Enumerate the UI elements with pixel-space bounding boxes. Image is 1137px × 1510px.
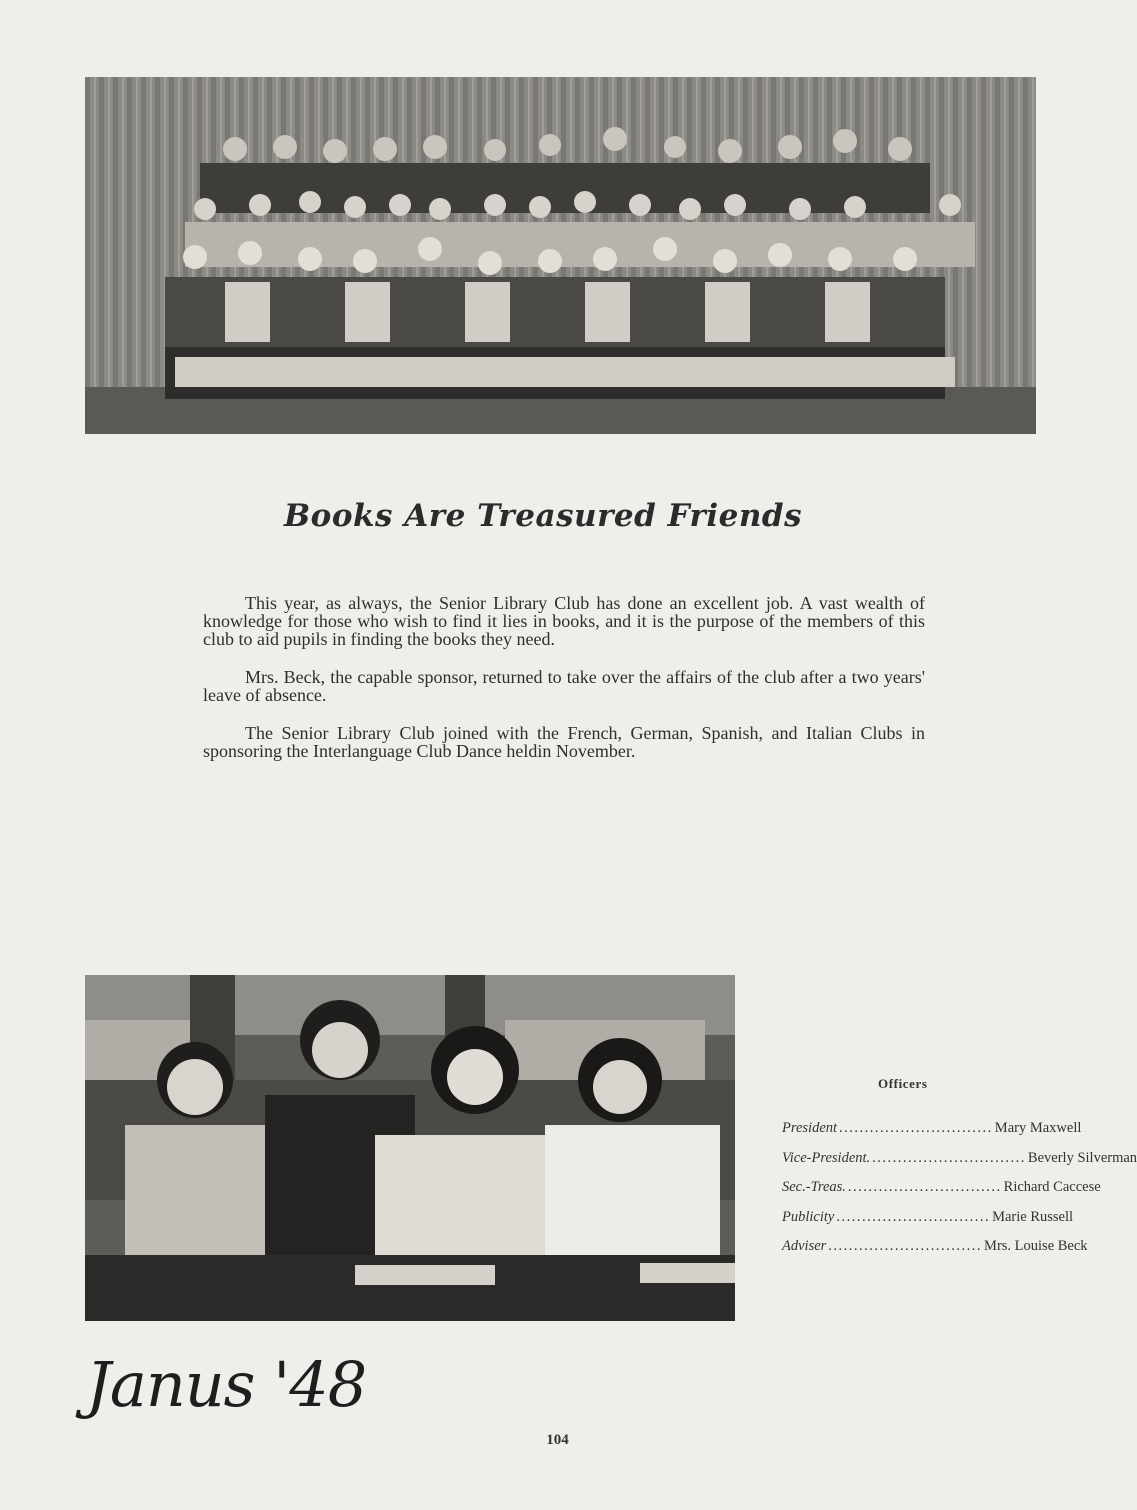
officer-name: Beverly Silverman bbox=[1027, 1149, 1137, 1166]
page-heading: Books Are Treasured Friends bbox=[283, 498, 803, 534]
leader-dots: .............................. bbox=[839, 1120, 993, 1136]
officer-role: Adviser bbox=[782, 1238, 827, 1254]
officer-name: Mrs. Louise Beck bbox=[984, 1238, 1088, 1254]
paragraph: Mrs. Beck, the capable sponsor, returned to take over the affairs of the club after a two years' leave of absence. bbox=[203, 667, 925, 705]
body-text bbox=[203, 594, 925, 780]
group-photo bbox=[85, 77, 1036, 434]
leader-dots: .............................. bbox=[836, 1208, 991, 1225]
officer-role: Sec.-Treas. bbox=[782, 1179, 846, 1195]
officer-name: Richard Caccese bbox=[1003, 1179, 1101, 1195]
officer-row bbox=[782, 1149, 1137, 1180]
leader-dots: .............................. bbox=[847, 1179, 1002, 1195]
officer-row bbox=[782, 1179, 1101, 1209]
officer-role: President bbox=[782, 1120, 838, 1136]
officer-role: Vice-President. bbox=[782, 1149, 871, 1166]
officer-row bbox=[782, 1238, 1088, 1268]
yearbook-signature: Janus '48 bbox=[86, 1348, 367, 1421]
group-photo-image bbox=[85, 77, 1036, 434]
paragraph: The Senior Library Club joined with the French, German, Spanish, and Italian Clubs in sponsoring the Interlanguage Club Dance heldin November. bbox=[203, 723, 925, 761]
officer-row bbox=[782, 1208, 1074, 1239]
officers-list bbox=[782, 1120, 1137, 1268]
officer-row bbox=[782, 1120, 1082, 1150]
officers-photo bbox=[85, 975, 735, 1321]
leader-dots: .............................. bbox=[828, 1238, 983, 1254]
officer-role: Publicity bbox=[782, 1208, 835, 1225]
officer-name: Marie Russell bbox=[992, 1208, 1074, 1225]
officer-name: Mary Maxwell bbox=[994, 1120, 1082, 1136]
page-number: 104 bbox=[546, 1432, 569, 1448]
paragraph: This year, as always, the Senior Library Club has done an excellent job. A vast wealth of knowledge for those who wish to find it lies in books, and it is the purpose of the members of this club to aid pupils in finding the books they need. bbox=[203, 593, 925, 649]
officers-photo-image bbox=[85, 975, 735, 1321]
officers-title: Officers bbox=[878, 1076, 928, 1091]
leader-dots: .............................. bbox=[872, 1149, 1026, 1166]
